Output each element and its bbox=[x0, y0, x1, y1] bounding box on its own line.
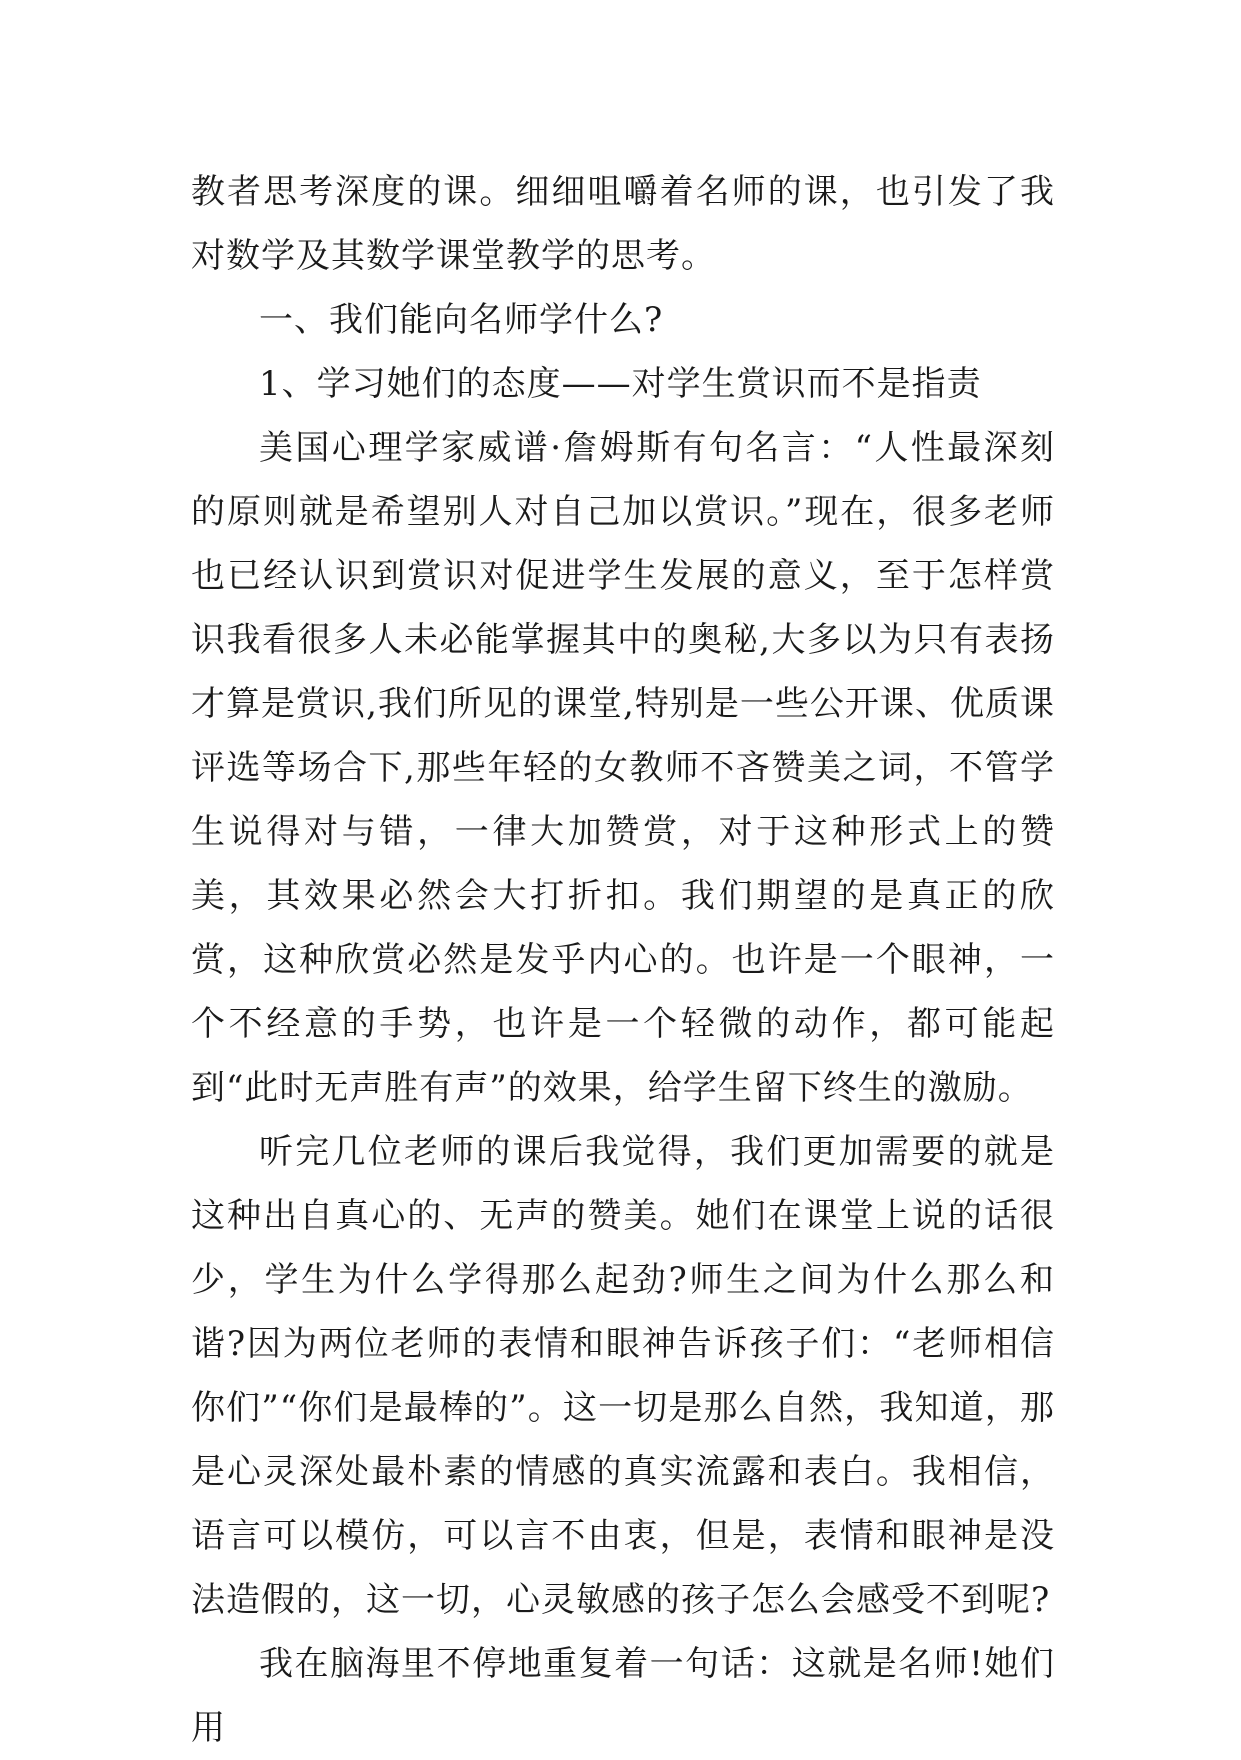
body-paragraph: 我在脑海里不停地重复着一句话：这就是名师!她们用 bbox=[191, 1644, 1055, 1748]
body-paragraph: 美国心理学家威谱·詹姆斯有句名言：“人性最深刻的原则就是希望别人对自己加以赏识。”现在，很多老师也已经认识到赏识对促进学生发展的意义，至于怎样赏识我看很多人未必能掌握其中的奥秘,大多以为只有表扬才算是赏识,我们所见的课堂,特别是一些公开课、优质课评选等场合下,那些年轻的女教师不吝赞美之词，不管学生说得对与错，一律大加赞赏，对于这种形式上的赞美，其效果必然会大打折扣。我们期望的是真正的欣赏，这种欣赏必然是发乎内心的。也许是一个眼神，一个不经意的手势，也许是一个轻微的动作，都可能起到“此时无声胜有声”的效果，给学生留下终生的激励。 bbox=[191, 428, 1055, 1108]
section-heading: 一、我们能向名师学什么? bbox=[259, 300, 664, 340]
body-paragraph: 听完几位老师的课后我觉得，我们更加需要的就是这种出自真心的、无声的赞美。她们在课堂上说的话很少，学生为什么学得那么起劲?师生之间为什么那么和谐?因为两位老师的表情和眼神告诉孩子们：“老师相信你们”“你们是最棒的”。这一切是那么自然，我知道，那是心灵深处最朴素的情感的真实流露和表白。我相信，语言可以模仿，可以言不由衷，但是，表情和眼神是没法造假的，这一切，心灵敏感的孩子怎么会感受不到呢? bbox=[191, 1132, 1055, 1620]
document-body bbox=[191, 160, 1055, 1760]
paragraph-continuation: 教者思考深度的课。细细咀嚼着名师的课，也引发了我对数学及其数学课堂教学的思考。 bbox=[191, 172, 1055, 276]
subsection-heading: 1、学习她们的态度——对学生赏识而不是指责 bbox=[259, 364, 982, 404]
